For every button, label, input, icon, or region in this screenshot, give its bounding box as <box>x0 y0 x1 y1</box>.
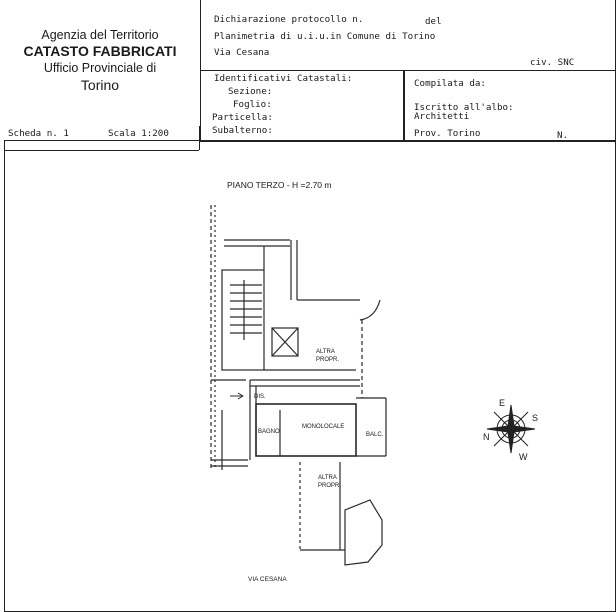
catasto-title: CATASTO FABBRICATI <box>23 43 177 59</box>
altra-propr-upper: ALTRA PROPR. <box>316 349 340 363</box>
protocollo-label: Dichiarazione protocollo n. <box>214 14 364 25</box>
del-label: del <box>425 16 442 27</box>
compass-rose <box>487 405 535 453</box>
planimetria-label: Planimetria di u.i.u.in Comune di Torino <box>214 31 436 42</box>
address-label: Via Cesana <box>214 47 270 58</box>
particella-label: Particella: <box>212 112 273 123</box>
sezione-label: Sezione: <box>228 86 273 97</box>
city-label: Torino <box>80 77 120 93</box>
prov-label: Prov. Torino <box>414 128 481 139</box>
balc-label: BALC. <box>366 432 384 438</box>
agency-name: Agenzia del Territorio <box>41 28 159 42</box>
foglio-label: Foglio: <box>233 99 272 110</box>
iscritto-label: Iscritto all'albo: <box>414 102 514 113</box>
dis-label: DIS. <box>254 394 266 400</box>
ufficio-label: Ufficio Provinciale di <box>43 61 157 75</box>
compass-n: N <box>483 432 490 442</box>
scala-label: Scala 1:200 <box>108 128 169 139</box>
monolocale-label: MONOLOCALE <box>302 424 345 430</box>
compass-s: S <box>532 413 539 423</box>
n-label: N. <box>557 130 569 141</box>
identificativi-title: Identificativi Catastali: <box>214 73 353 84</box>
compilata-label: Compilata da: <box>414 78 486 89</box>
compass-w: W <box>519 452 528 462</box>
scheda-label: Scheda n. 1 <box>8 128 69 139</box>
iscritto-value: Architetti <box>414 111 470 122</box>
bagno-label: BAGNO <box>258 429 280 435</box>
altra-propr-lower: ALTRA PROPR. <box>318 475 342 489</box>
civ-label: civ. SNC <box>530 57 575 68</box>
street-label: VIA CESANA <box>248 576 287 583</box>
subalterno-label: Subalterno: <box>212 125 273 136</box>
compass-e: E <box>499 398 506 408</box>
floor-label: PIANO TERZO - H =2.70 m <box>227 180 332 190</box>
